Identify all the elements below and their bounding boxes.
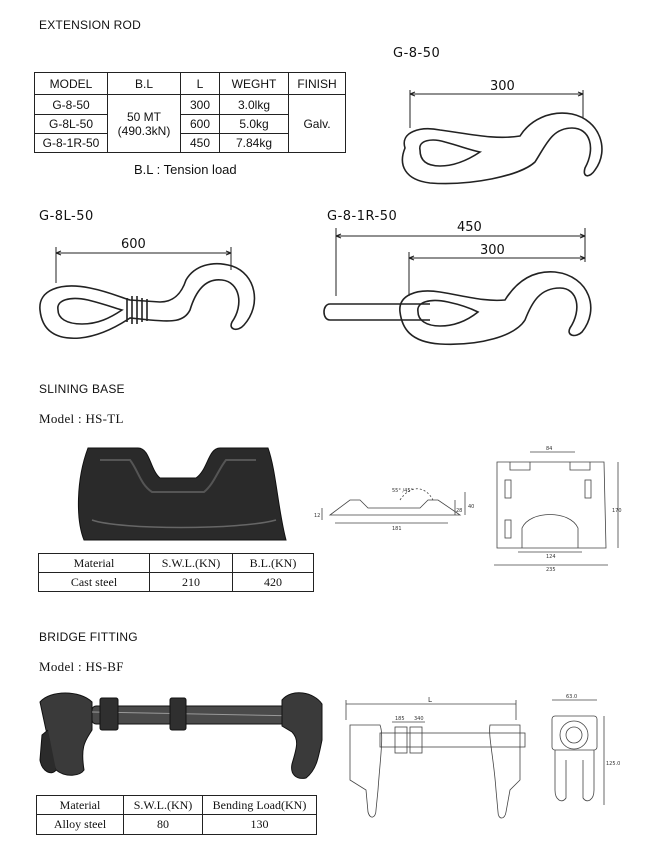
row-model: G-8-50 [35,95,108,115]
header-swl: S.W.L.(KN) [124,796,203,815]
header-bl: B.L.(KN) [233,554,314,573]
g8l50-label: G-8L-50 [39,209,94,224]
row-weight: 5.0kg [220,115,289,134]
dim-185: 185 [395,716,405,722]
dim-12: 12 [314,513,321,519]
row-weight: 3.0lkg [220,95,289,115]
header-bending-load: Bending Load(KN) [203,796,317,815]
header-bl: B.L [108,73,181,95]
finish-cell: Galv. [289,95,346,153]
g850-dimension: 300 [490,79,515,94]
bridge-fitting-table [36,795,317,835]
bending-load-value: 130 [203,815,317,835]
row-model: G-8L-50 [35,115,108,134]
bl-value: 420 [233,573,314,592]
g81r50-dimension-inner: 300 [480,243,505,258]
header-model: MODEL [35,73,108,95]
dim-28: 28 [456,508,463,514]
extension-rod-heading: EXTENSION ROD [39,18,141,32]
header-finish: FINISH [289,73,346,95]
dim-124: 124 [546,554,556,560]
dim-63: 63.0 [566,694,578,700]
g81r50-label: G-8-1R-50 [327,209,398,224]
row-length: 450 [181,134,220,153]
slining-base-heading: SLINING BASE [39,382,125,396]
row-model: G-8-1R-50 [35,134,108,153]
bridge-fitting-model: Model : HS-BF [39,659,124,674]
dim-125: 125.0 [606,761,621,767]
g81r50-dimension-outer: 450 [457,220,482,235]
material-value: Alloy steel [37,815,124,835]
header-l: L [181,73,220,95]
dim-170: 170 [612,508,622,514]
bl-line2: (490.3kN) [117,123,171,138]
slining-base-model: Model : HS-TL [39,411,124,426]
tension-load-note: B.L : Tension load [134,162,237,177]
dim-L: L [428,696,432,704]
g8l50-dimension: 600 [121,237,146,252]
dim-40: 40 [468,504,475,510]
material-value: Cast steel [39,573,150,592]
dim-235: 235 [546,567,556,573]
bridge-fitting-heading: BRIDGE FITTING [39,630,138,644]
header-weight: WEGHT [220,73,289,95]
header-material: Material [37,796,124,815]
dim-340: 340 [414,716,424,722]
swl-value: 210 [150,573,233,592]
bl-line1: 50 MT [126,109,161,124]
row-length: 300 [181,95,220,115]
swl-value: 80 [124,815,203,835]
row-length: 600 [181,115,220,134]
header-material: Material [39,554,150,573]
angle-label: 55° /45° [392,488,413,494]
dim-84: 84 [546,446,553,452]
row-weight: 7.84kg [220,134,289,153]
header-swl: S.W.L.(KN) [150,554,233,573]
g850-label: G-8-50 [393,46,441,61]
dim-181: 181 [392,526,402,532]
